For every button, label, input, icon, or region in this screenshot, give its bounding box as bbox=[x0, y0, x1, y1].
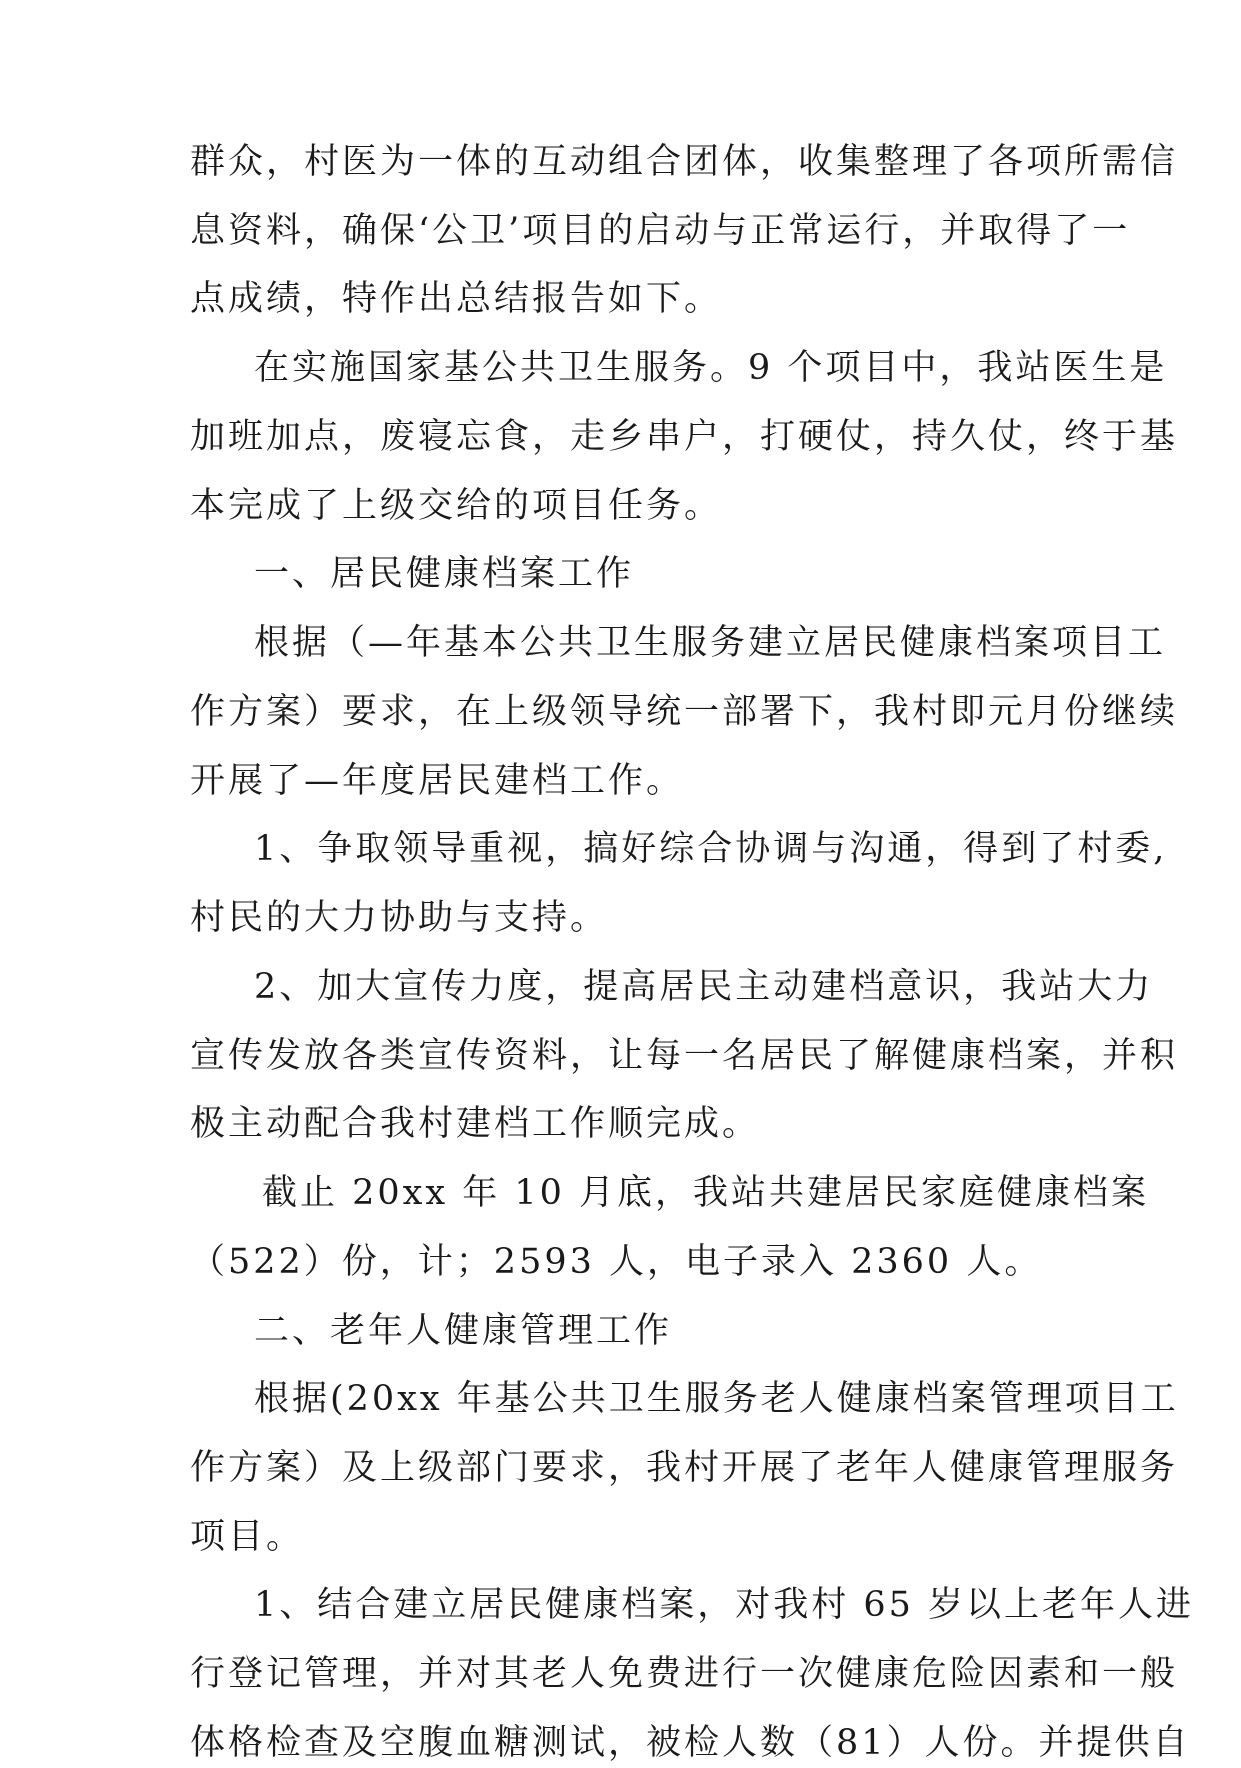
paragraph-line: 村民的大力协助与支持。 bbox=[190, 898, 609, 938]
paragraph-line: （522）份，计；2593 人，电子录入 2360 人。 bbox=[190, 1242, 1043, 1282]
paragraph-line: 开展了—年度居民建档工作。 bbox=[190, 761, 685, 801]
paragraph-line: 宣传发放各类宣传资料，让每一名居民了解健康档案，并积 bbox=[190, 1036, 1179, 1076]
paragraph-line: 1、结合建立居民健康档案，对我村 65 岁以上老年人进 bbox=[254, 1585, 1195, 1625]
paragraph-line: 加班加点，废寝忘食，走乡串户，打硬仗，持久仗，终于基 bbox=[190, 417, 1179, 457]
paragraph-line: 作方案）及上级部门要求，我村开展了老年人健康管理服务 bbox=[190, 1448, 1179, 1488]
paragraph-line: 作方案）要求，在上级领导统一部署下，我村即元月份继续 bbox=[190, 692, 1179, 732]
paragraph-line: 本完成了上级交给的项目任务。 bbox=[190, 486, 723, 526]
paragraph-line: 根据(20xx 年基公共卫生服务老人健康档案管理项目工 bbox=[254, 1379, 1179, 1419]
paragraph-line: 体格检查及空腹血糖测试，被检人数（81）人份。并提供自 bbox=[190, 1723, 1191, 1763]
paragraph-line: 群众，村医为一体的互动组合团体，收集整理了各项所需信 bbox=[190, 142, 1179, 182]
paragraph-line: 在实施国家基公共卫生服务。9 个项目中，我站医生是 bbox=[254, 348, 1168, 388]
section-heading: 一、居民健康档案工作 bbox=[254, 554, 635, 594]
paragraph-line: 极主动配合我村建档工作顺完成。 bbox=[190, 1104, 761, 1144]
paragraph-line: 根据（—年基本公共卫生服务建立居民健康档案项目工 bbox=[254, 623, 1167, 663]
paragraph-line: 项目。 bbox=[190, 1517, 305, 1557]
paragraph-line: 息资料，确保‘公卫’项目的启动与正常运行，并取得了一 bbox=[190, 211, 1131, 251]
paragraph-line: 行登记管理，并对其老人免费进行一次健康危险因素和一般 bbox=[190, 1654, 1179, 1694]
paragraph-line: 2、加大宣传力度，提高居民主动建档意识，我站大力 bbox=[254, 967, 1154, 1007]
paragraph-line: 截止 20xx 年 10 月底，我站共建居民家庭健康档案 bbox=[262, 1173, 1150, 1213]
paragraph-line: 点成绩，特作出总结报告如下。 bbox=[190, 279, 723, 319]
paragraph-line: 1、争取领导重视，搞好综合协调与沟通，得到了村委, bbox=[254, 829, 1168, 869]
section-heading: 二、老年人健康管理工作 bbox=[254, 1311, 673, 1351]
